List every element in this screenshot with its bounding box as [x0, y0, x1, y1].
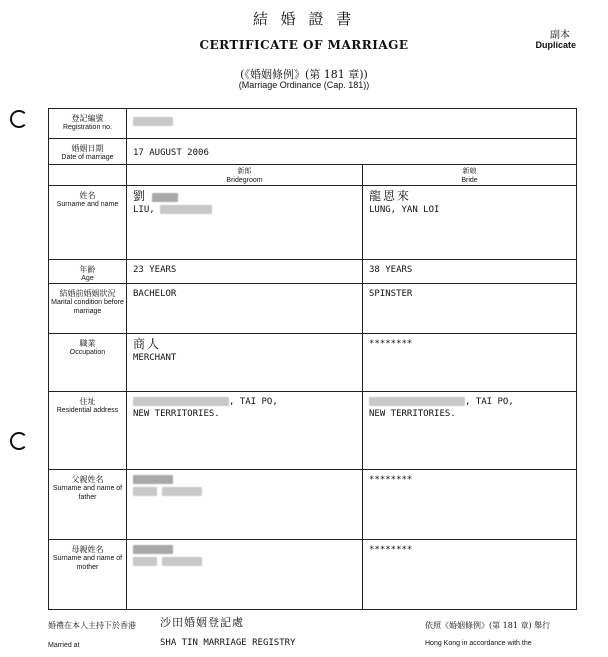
groom-father	[127, 470, 363, 540]
groom-address: , TAI PO, NEW TERRITORIES.	[127, 392, 363, 470]
marital-label: 結婚前婚姻狀況 Marital condition before marriage	[49, 284, 127, 334]
date-value: 17 AUGUST 2006	[127, 139, 577, 165]
bridegroom-header: 新郎 Bridegroom	[127, 165, 363, 186]
name-label: 姓名 Surname and name	[49, 186, 127, 260]
bride-name: 龍恩來 LUNG, YAN LOI	[363, 186, 577, 260]
redacted-groom-given-name-chinese	[152, 193, 178, 202]
duplicate-label-chinese: 副本	[550, 30, 570, 41]
bride-father: ********	[363, 470, 577, 540]
duplicate-label: Duplicate	[535, 40, 576, 50]
occupation-row	[49, 334, 577, 392]
punch-hole-icon	[10, 110, 28, 128]
registration-value	[127, 109, 577, 139]
groom-name: 劉 LIU,	[127, 186, 363, 260]
bride-marital-condition: SPINSTER	[363, 284, 577, 334]
punch-hole-icon	[10, 432, 28, 450]
mother-label: 母親姓名 Surname and name of mother	[49, 540, 127, 610]
redacted-groom-mother-surname	[133, 557, 157, 566]
registry-name-chinese: 沙田婚姻登記處	[160, 616, 244, 629]
certificate-title-chinese: 結 婚 證 書	[252, 10, 356, 28]
date-row	[49, 139, 577, 165]
accordance-text-chinese: 依照《婚姻條例》(第 181 章) 舉行	[425, 621, 551, 630]
redacted-groom-mother-given-name	[162, 557, 202, 566]
mother-row	[49, 540, 577, 610]
groom-occupation: 商人 MERCHANT	[127, 334, 363, 392]
registry-name: SHA TIN MARRIAGE REGISTRY	[160, 638, 296, 648]
redacted-groom-father-surname	[133, 487, 157, 496]
registration-row	[49, 109, 577, 139]
bride-occupation: ********	[363, 334, 577, 392]
occupation-label: 職業 Occupation	[49, 334, 127, 392]
groom-marital-condition: BACHELOR	[127, 284, 363, 334]
residence-label: 住址 Residential address	[49, 392, 127, 470]
redacted-groom-given-name	[160, 205, 212, 214]
accordance-text: Hong Kong in accordance with the	[425, 640, 532, 647]
ordinance-reference-chinese: (《婚姻條例》(第 181 章))	[240, 68, 368, 81]
marital-row	[49, 284, 577, 334]
redacted-bride-address	[369, 397, 465, 406]
date-label: 婚姻日期 Date of marriage	[49, 139, 127, 165]
residence-row	[49, 392, 577, 470]
certificate-title: CERTIFICATE OF MARRIAGE	[199, 38, 409, 52]
married-at-label-chinese: 婚禮在本人主持下於香港	[48, 621, 136, 630]
father-row	[49, 470, 577, 540]
party-header-row	[49, 165, 577, 186]
redacted-groom-address	[133, 397, 229, 406]
married-at-label: Married at	[48, 642, 80, 649]
redacted-groom-mother-chinese	[133, 545, 173, 554]
groom-mother	[127, 540, 363, 610]
bride-header: 新娘 Bride	[363, 165, 577, 186]
certificate-table	[48, 108, 577, 610]
blank-cell	[49, 165, 127, 186]
father-label: 父親姓名 Surname and name of father	[49, 470, 127, 540]
age-label: 年齡 Age	[49, 260, 127, 284]
registration-label: 登記編號 Registration no.	[49, 109, 127, 139]
groom-age: 23 YEARS	[127, 260, 363, 284]
redacted-registration-number	[133, 117, 173, 126]
redacted-groom-father-given-name	[162, 487, 202, 496]
ordinance-reference: (Marriage Ordinance (Cap. 181))	[238, 80, 370, 90]
bride-address: , TAI PO, NEW TERRITORIES.	[363, 392, 577, 470]
name-row	[49, 186, 577, 260]
age-row	[49, 260, 577, 284]
bride-mother: ********	[363, 540, 577, 610]
redacted-groom-father-chinese	[133, 475, 173, 484]
bride-age: 38 YEARS	[363, 260, 577, 284]
